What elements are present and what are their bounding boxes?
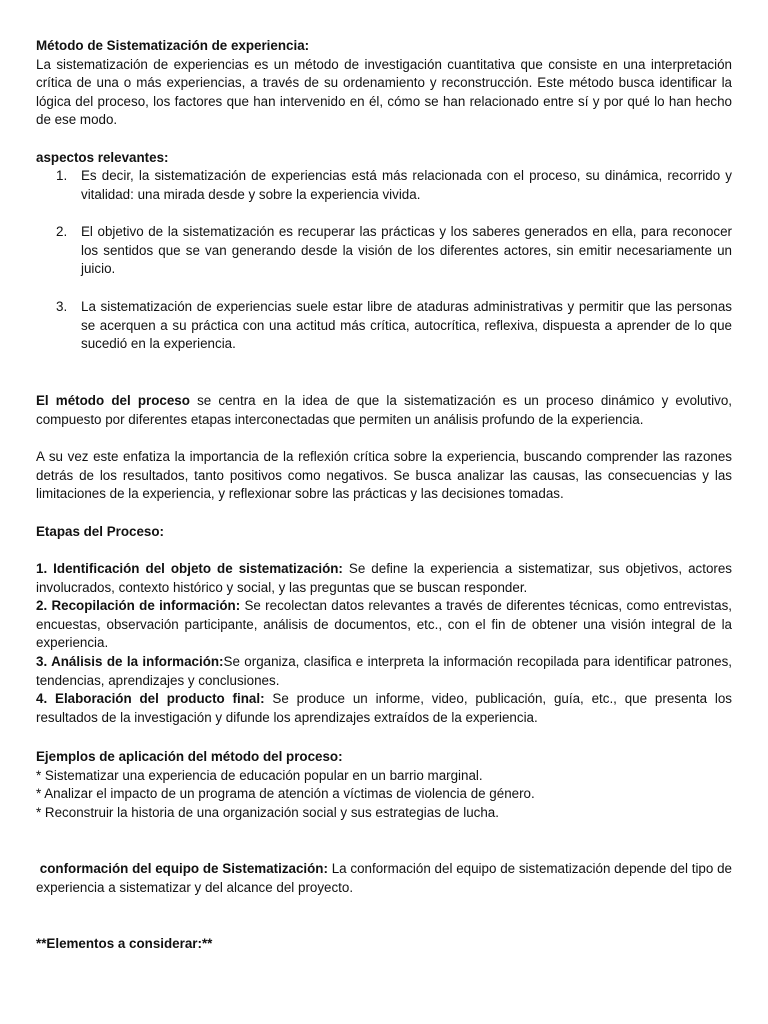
team-paragraph	[36, 860, 736, 897]
stage-item	[36, 690, 732, 727]
method-bold-term: El método del proceso	[36, 393, 190, 408]
aspect-item	[56, 167, 732, 204]
method-text: se centra en la idea de que la sistematización es un proceso dinámico y evolutivo, compuesto por diferentes etapas interconectadas que permiten un análisis profundo de la experiencia.	[36, 393, 732, 427]
example-item: * Analizar el impacto de un programa de atención a víctimas de violencia de género.	[36, 786, 535, 802]
aspect-text: Es decir, la sistematización de experiencias está más relacionada con el proceso, su dinámica, recorrido y vitalidad: una mirada desde y sobre la experiencia vivida.	[81, 168, 732, 202]
example-item: * Reconstruir la historia de una organización social y sus estrategias de lucha.	[36, 804, 499, 820]
stages-heading: Etapas del Proceso:	[36, 524, 165, 539]
elements-heading-block	[36, 935, 732, 954]
example-item: * Sistematizar una experiencia de educación popular en un barrio marginal.	[36, 767, 483, 783]
stage-title: 3. Análisis de la información:	[36, 653, 224, 669]
stage-item	[36, 560, 732, 597]
intro-paragraph: La sistematización de experiencias es un método de investigación cuantitativa que consiste en una interpretación crítica de una o más experiencias, a través de su ordenamiento y reconstrucción. Este método busca identificar la lógica del proceso, los factores que han intervenido en él, cómo se han relacionado entre sí y por qué lo han hecho de ese modo.	[36, 56, 732, 128]
intro-title: Método de Sistematización de experiencia:	[36, 38, 310, 53]
method-paragraph	[36, 392, 732, 429]
aspect-item	[56, 298, 732, 354]
stage-text: Se define la experiencia a sistematizar, sus objetivos, actores involucrados, contexto histórico y social, y las preguntas que se buscan responder.	[36, 561, 732, 595]
reflection-paragraph	[36, 448, 732, 504]
stage-title: 4. Elaboración del producto final:	[36, 691, 265, 707]
aspects-heading: aspectos relevantes:	[36, 150, 169, 165]
elements-heading: **Elementos a considerar:**	[36, 936, 213, 951]
aspect-number: 3.	[56, 299, 68, 314]
aspect-text: El objetivo de la sistematización es recuperar las prácticas y los saberes generados en ella, para reconocer los sentidos que se van generando desde la visión de los diferentes actores, sin emitir necesariamente un juicio.	[81, 224, 732, 277]
reflection-text: A su vez este enfatiza la importancia de la reflexión crítica sobre la experiencia, buscando comprender las razones detrás de los resultados, tanto positivos como negativos. Se busca analizar las causas, las consecuencias y las limitaciones de la experiencia, y reflexionar sobre las prácticas y las decisiones tomadas.	[36, 449, 732, 502]
examples-section	[36, 748, 732, 822]
stage-item	[36, 597, 732, 653]
stage-title: 2. Recopilación de información:	[36, 598, 241, 614]
team-bold-term: conformación del equipo de Sistematización:	[36, 861, 328, 876]
stage-item	[36, 653, 732, 690]
team-text: La conformación del equipo de sistematización depende del tipo de experiencia a sistematizar y del alcance del proyecto.	[36, 861, 736, 895]
aspect-number: 1.	[56, 168, 68, 183]
examples-heading: Ejemplos de aplicación del método del proceso:	[36, 749, 343, 764]
intro-section	[36, 37, 732, 130]
aspect-item	[56, 223, 732, 279]
aspect-text: La sistematización de experiencias suele estar libre de ataduras administrativas y permitir que las personas se acerquen a su práctica con una actitud más crítica, autocrítica, reflexiva, dispuesta a aprender de lo que sucedió en la experiencia.	[81, 299, 732, 352]
aspects-heading-block	[36, 149, 732, 168]
stage-text: Se recolectan datos relevantes a través de diferentes técnicas, como entrevistas, encuestas, observación participante, análisis de documentos, etc., con el fin de obtener una visión integral de la experiencia.	[36, 598, 732, 651]
aspect-number: 2.	[56, 224, 68, 239]
stage-title: 1. Identificación del objeto de sistematización:	[36, 561, 343, 576]
stage-text: Se organiza, clasifica e interpreta la información recopilada para identificar patrones, tendencias, aprendizajes y conclusiones.	[36, 653, 732, 688]
stages-heading-block	[36, 523, 732, 542]
stage-text: Se produce un informe, video, publicación, guía, etc., que presenta los resultados de la investigación y difunde los aprendizajes extraídos de la experiencia.	[36, 691, 732, 725]
stages-list	[36, 560, 732, 727]
